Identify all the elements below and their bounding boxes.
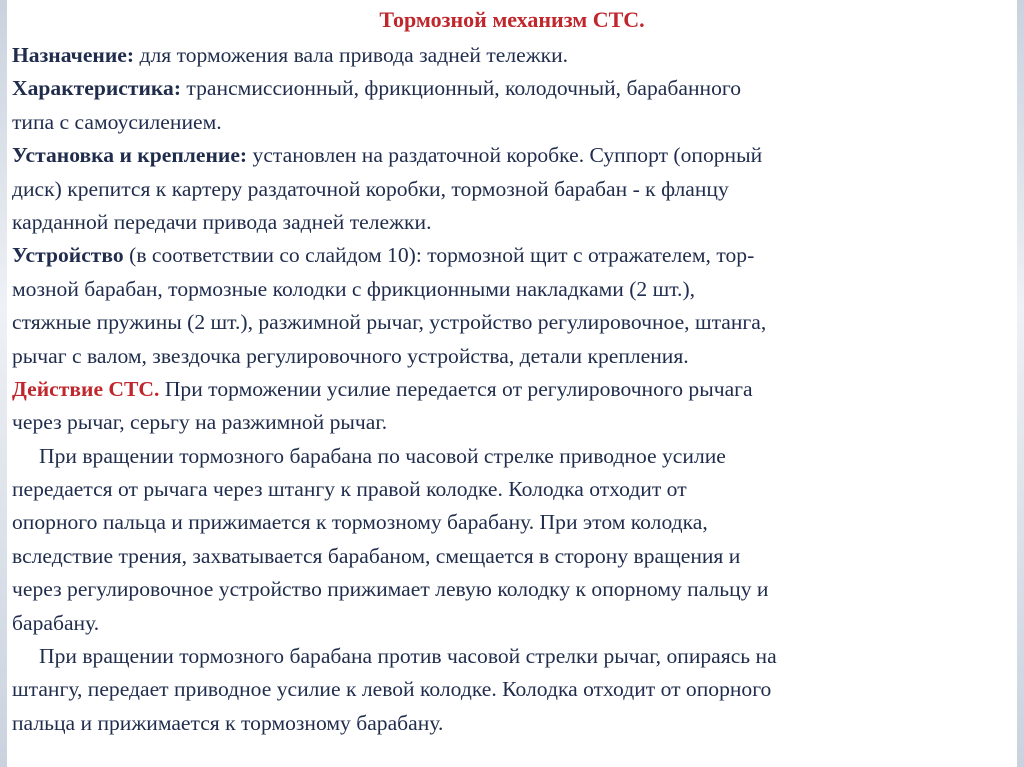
left-decorative-bar [0,0,7,767]
device-line-2: мозной барабан, тормозные колодки с фрикционными накладками (2 шт.), [12,276,696,301]
device-text-1: (в соответствии со слайдом 10): тормозной щит с отражателем, тор- [123,243,755,268]
characteristic-label: Характеристика: [12,76,182,101]
purpose-text: для торможения вала привода задней тележки. [134,43,569,67]
characteristic-text-1: трансмиссионный, фрикционный, колодочный, барабанного [181,76,741,101]
mounting-label: Установка и крепление: [12,143,248,168]
mounting-line-2: диск) крепится к картеру раздаточной коробки, тормозной барабан - к фланцу [12,176,729,201]
purpose-paragraph [12,39,1012,72]
device-line-3: стяжные пружины (2 шт.), разжимной рычаг, устройство регулировочное, штанга, [12,310,767,335]
counterclockwise-line-1: При вращении тормозного барабана против часовой стрелки рычаг, опираясь на [39,644,777,669]
device-label: Устройство [12,243,124,268]
clockwise-line-2: передается от рычага через штангу к правой колодке. Колодка отходит от [12,477,687,502]
action-label: Действие СТС. [12,376,160,401]
characteristic-line-1 [12,72,1012,105]
clockwise-line-6: барабану. [12,610,100,635]
device-line-1 [12,239,1012,272]
clockwise-line-1: При вращении тормозного барабана по часовой стрелке приводное усилие [39,443,726,468]
mounting-line-1 [12,139,1012,172]
clockwise-line-5: через регулировочное устройство прижимает левую колодку к опорному пальцу и [12,577,769,602]
clockwise-line-3: опорного пальца и прижимается к тормозному барабану. При этом колодка, [12,510,708,535]
slide-body [12,39,1012,740]
action-line-1 [12,373,1012,406]
slide-title: Тормозной механизм СТС. [379,7,645,32]
action-text-1: При торможении усилие передается от регулировочного рычага [159,376,753,401]
action-line-2: через рычаг, серьгу на разжимной рычаг. [12,410,388,435]
mounting-line-3: карданной передачи привода задней тележки. [12,209,432,234]
counterclockwise-line-3: пальца и прижимается к тормозному барабану. [12,710,444,735]
clockwise-line-4: вследствие трения, захватывается барабаном, смещается в сторону вращения и [12,543,741,568]
mounting-text-1: установлен на раздаточной коробке. Суппорт (опорный [247,143,763,168]
characteristic-line-2: типа с самоусилением. [12,109,222,134]
purpose-label: Назначение: [12,43,135,67]
counterclockwise-line-2: штангу, передает приводное усилие к левой колодке. Колодка отходит от опорного [12,677,772,702]
device-line-4: рычаг с валом, звездочка регулировочного устройства, детали крепления. [12,343,689,368]
right-decorative-bar [1017,0,1024,767]
